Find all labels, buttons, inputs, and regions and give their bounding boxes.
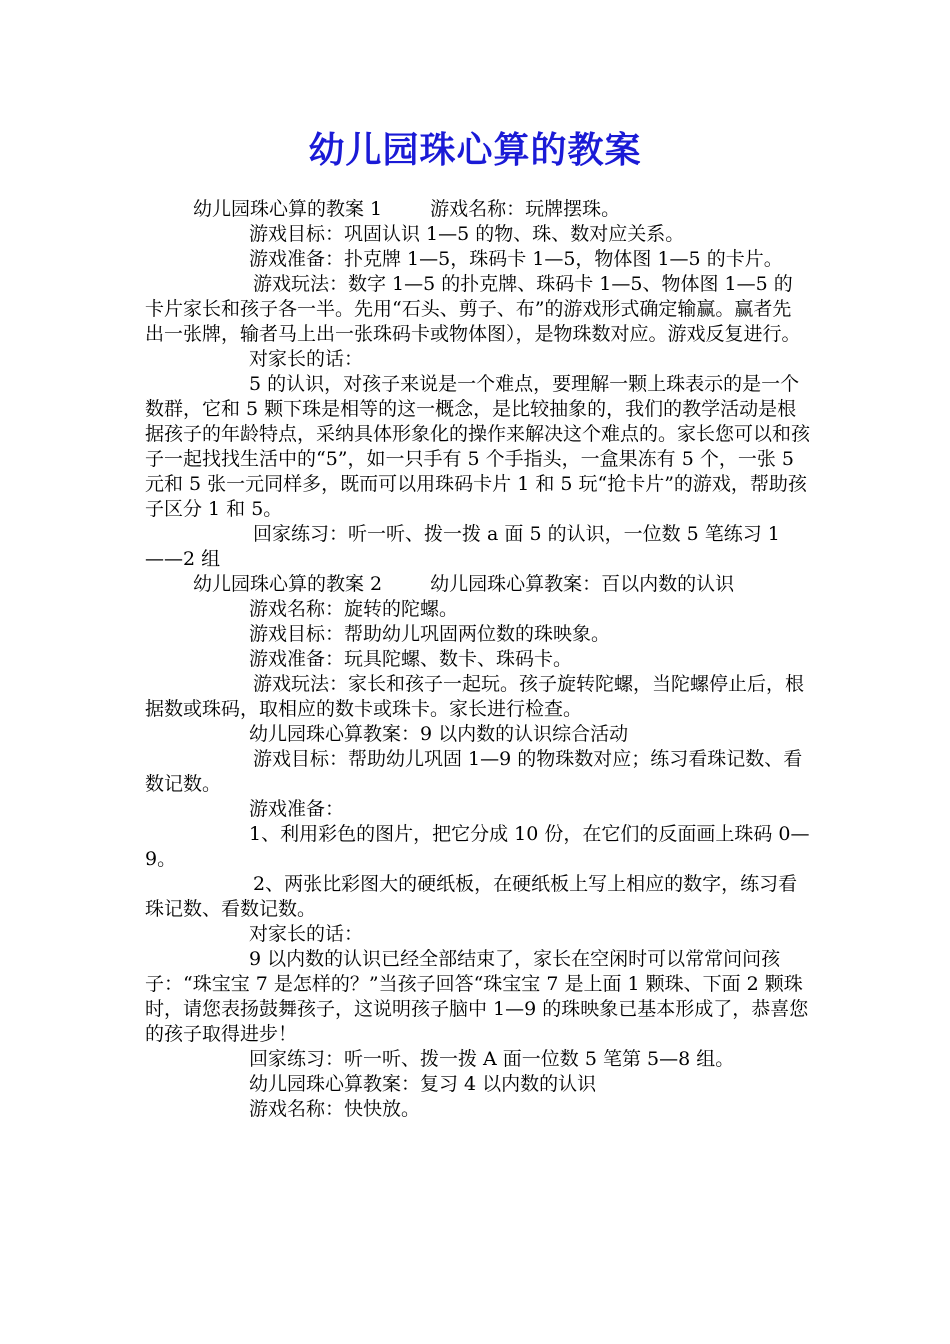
section-heading-1-title: 幼儿园珠心算的教案 1 [193,198,383,220]
paragraph: 回家练习：听一听、拨一拨 A 面一位数 5 笔第 5—8 组。 [249,1048,735,1070]
document-title: 幼儿园珠心算的教案 [308,129,642,171]
paragraph: 游戏名称：快快放。 [249,1098,421,1120]
section-heading-1 [145,197,810,222]
paragraph: 对家长的话： [249,923,364,945]
paragraph: 游戏准备：玩具陀螺、数卡、珠码卡。 [249,648,573,670]
section-heading-2-text: 幼儿园珠心算教案：百以内数的认识 [430,573,735,595]
paragraph: 游戏目标：巩固认识 1—5 的物、珠、数对应关系。 [249,223,685,245]
paragraph: 回家练习：听一听、拨一拨 a 面 5 的认识，一位数 5 笔练习 1——2 组 [145,523,780,570]
paragraph: 幼儿园珠心算教案：复习 4 以内数的认识 [249,1073,597,1095]
document-body [145,197,810,1122]
paragraph: 1、利用彩色的图片，把它分成 10 份，在它们的反面画上珠码 0—9。 [145,823,810,870]
paragraph: 5 的认识，对孩子来说是一个难点，要理解一颗上珠表示的是一个数群，它和 5 颗下珠是相等的这一概念，是比较抽象的，我们的教学活动是根据孩子的年龄特点，采纳具体形象化的操作来解决这个难点的。家长您可以和孩子一起找找生活中的“5”，如一只手有 5 个手指头，一盒果冻有 5 个，一张 5 元和 5 张一元同样多，既而可以用珠码卡片 1 和 5 玩“抢卡片”的游戏，帮助孩子区分 1 和 5。 [145,373,811,520]
paragraph: 游戏目标：帮助幼儿巩固两位数的珠映象。 [249,623,611,645]
paragraph: 9 以内数的认识已经全部结束了，家长在空闲时可以常常问问孩子：“珠宝宝 7 是怎样的？”当孩子回答“珠宝宝 7 是上面 1 颗珠、下面 2 颗珠时，请您表扬鼓舞孩子，这说明孩子脑中 1—9 的珠映象已基本形成了，恭喜您的孩子取得进步！ [145,948,809,1045]
paragraph: 游戏准备： [249,798,345,820]
paragraph: 游戏名称：旋转的陀螺。 [249,598,459,620]
paragraph: 2、两张比彩图大的硬纸板，在硬纸板上写上相应的数字，练习看珠记数、看数记数。 [145,873,798,920]
paragraph: 幼儿园珠心算教案：9 以内数的认识综合活动 [249,723,629,745]
paragraph: 对家长的话： [249,348,364,370]
paragraph: 游戏准备：扑克牌 1—5，珠码卡 1—5，物体图 1—5 的卡片。 [249,248,783,270]
paragraph: 游戏目标：帮助幼儿巩固 1—9 的物珠数对应；练习看珠记数、看数记数。 [145,748,803,795]
section-heading-1-text: 游戏名称：玩牌摆珠。 [430,198,621,220]
paragraph: 游戏玩法：家长和孩子一起玩。孩子旋转陀螺，当陀螺停止后，根据数或珠码，取相应的数卡或珠卡。家长进行检查。 [145,673,805,720]
section-heading-2-title: 幼儿园珠心算的教案 2 [193,573,383,595]
paragraph: 游戏玩法：数字 1—5 的扑克牌、珠码卡 1—5、物体图 1—5 的卡片家长和孩子各一半。先用“石头、剪子、布”的游戏形式确定输赢。赢者先出一张牌，输者马上出一张珠码卡或物体图），是物珠数对应。游戏反复进行。 [145,273,801,345]
section-heading-2 [145,572,810,597]
